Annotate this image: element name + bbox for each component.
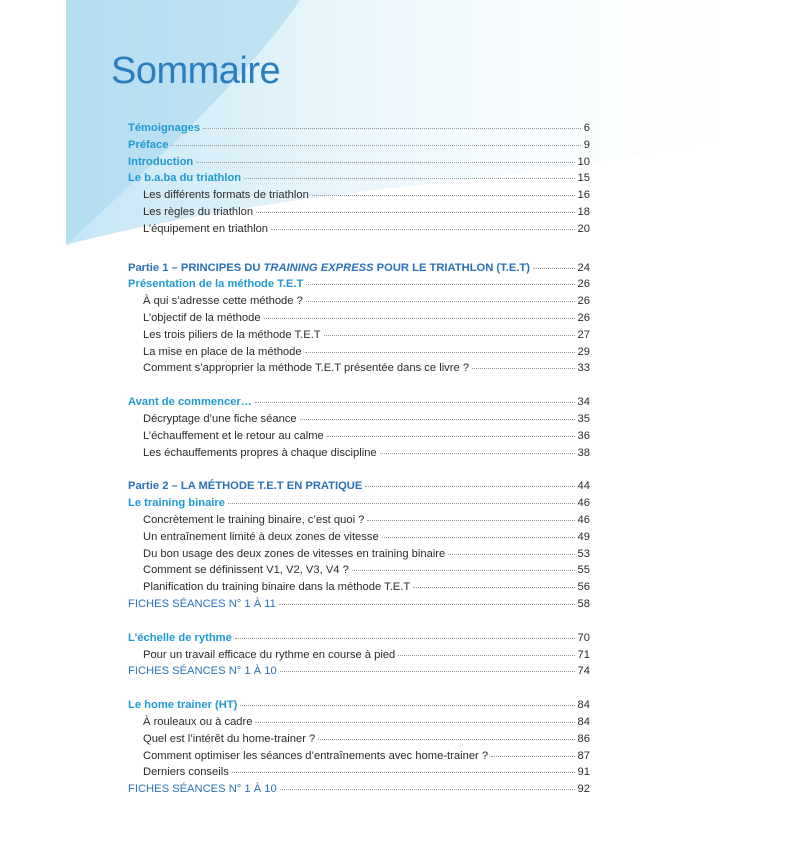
toc-entry-label: Un entraînement limité à deux zones de vitesse — [143, 530, 379, 543]
toc-page-number: 6 — [583, 122, 590, 134]
toc-entry[interactable] — [128, 497, 590, 514]
dot-leader — [300, 418, 575, 420]
toc-page-number: 70 — [577, 631, 590, 644]
toc-page-number: 71 — [577, 648, 590, 661]
toc-page-number: 92 — [577, 783, 590, 796]
toc-entry-label: Derniers conseils — [143, 766, 229, 779]
toc-entry-label: Comment optimiser les séances d’entraînements avec home-trainer ? — [143, 749, 489, 762]
toc-entry[interactable] — [128, 733, 590, 750]
toc-entry[interactable] — [128, 514, 590, 531]
dot-leader — [228, 502, 575, 504]
toc-entry[interactable] — [128, 156, 590, 173]
toc-entry[interactable] — [128, 531, 590, 548]
toc-entry-label: Décryptage d’une fiche séance — [143, 412, 297, 425]
toc-entry[interactable] — [128, 548, 590, 565]
toc-page-number: 10 — [577, 155, 590, 168]
toc-entry[interactable] — [128, 362, 590, 379]
toc-page-number: 55 — [577, 564, 590, 577]
dot-leader — [203, 127, 581, 129]
toc-entry[interactable] — [128, 716, 590, 733]
dot-leader — [382, 536, 575, 538]
toc-page-number: 26 — [577, 311, 590, 324]
toc-entry-label — [128, 262, 530, 274]
section-spacer — [128, 682, 590, 699]
toc-label-part: Partie 1 – PRINCIPES DU — [128, 261, 264, 274]
toc-page-number: 16 — [577, 189, 590, 202]
toc-entry-label: Comment se définissent V1, V2, V3, V4 ? — [143, 564, 349, 577]
toc-entry-label: À qui s’adresse cette méthode ? — [143, 295, 303, 308]
toc-entry-label: Les échauffements propres à chaque discipline — [143, 446, 377, 459]
section-spacer — [128, 379, 590, 396]
toc-page-number: 74 — [577, 665, 590, 678]
toc-page-number: 46 — [577, 497, 590, 510]
toc-entry[interactable] — [128, 262, 590, 279]
toc-entry-label: Le home trainer (HT) — [128, 699, 238, 712]
toc-page-number: 27 — [577, 328, 590, 341]
dot-leader — [352, 569, 575, 571]
toc-entry[interactable] — [128, 649, 590, 666]
toc-page-number: 44 — [577, 480, 590, 493]
toc-entry[interactable] — [128, 598, 590, 615]
dot-leader — [365, 485, 574, 487]
toc-entry-label: Comment s’approprier la méthode T.E.T présentée dans ce livre ? — [143, 362, 470, 375]
dot-leader — [327, 435, 575, 437]
toc-entry[interactable] — [128, 329, 590, 346]
dot-leader — [472, 367, 574, 369]
dot-leader — [240, 704, 574, 706]
dot-leader — [255, 721, 574, 723]
toc-entry-label: À rouleaux ou à cadre — [143, 715, 253, 728]
dot-leader — [280, 788, 575, 790]
toc-entry[interactable] — [128, 278, 590, 295]
page-title: Sommaire — [111, 50, 281, 92]
toc-entry-label: Le training binaire — [128, 497, 225, 510]
dot-leader — [279, 603, 575, 605]
dot-leader — [398, 654, 574, 656]
dot-leader — [306, 300, 575, 302]
toc-entry[interactable] — [128, 750, 590, 767]
toc-page-number: 20 — [577, 222, 590, 235]
toc-label-part: POUR LE TRIATHLON (T.E.T) — [373, 261, 530, 274]
dot-leader — [235, 637, 575, 639]
toc-entry[interactable] — [128, 189, 590, 206]
table-of-contents — [128, 122, 590, 800]
dot-leader — [324, 334, 575, 336]
toc-page-number: 84 — [577, 715, 590, 728]
dot-leader — [256, 211, 574, 213]
toc-entry[interactable] — [128, 223, 590, 240]
toc-page-number: 26 — [577, 278, 590, 291]
toc-entry-label: Les différents formats de triathlon — [143, 189, 309, 202]
toc-entry[interactable] — [128, 766, 590, 783]
toc-entry-label: Introduction — [128, 155, 194, 168]
dot-leader — [271, 228, 575, 230]
dot-leader — [305, 351, 575, 353]
toc-entry[interactable] — [128, 295, 590, 312]
toc-label-italic: TRAINING EXPRESS — [263, 261, 374, 274]
toc-entry[interactable] — [128, 699, 590, 716]
toc-page-number: 24 — [577, 261, 590, 274]
toc-page-number: 91 — [577, 766, 590, 779]
toc-page-number: 46 — [577, 513, 590, 526]
toc-entry[interactable] — [128, 564, 590, 581]
dot-leader — [280, 670, 575, 672]
toc-entry-label: Pour un travail efficace du rythme en course à pied — [143, 648, 396, 661]
toc-entry[interactable] — [128, 430, 590, 447]
toc-page-number: 58 — [577, 597, 590, 610]
dot-leader — [533, 267, 575, 269]
toc-entry-label: L’objectif de la méthode — [143, 311, 261, 324]
toc-entry-label: Les trois piliers de la méthode T.E.T — [143, 328, 321, 341]
toc-entry[interactable] — [128, 783, 590, 800]
dot-leader — [312, 194, 575, 196]
dot-leader — [491, 755, 574, 757]
toc-entry[interactable] — [128, 665, 590, 682]
toc-page-number: 38 — [577, 446, 590, 459]
toc-entry-label: Partie 2 – LA MÉTHODE T.E.T EN PRATIQUE — [128, 480, 363, 493]
toc-entry[interactable] — [128, 413, 590, 430]
toc-entry[interactable] — [128, 346, 590, 363]
toc-entry-label: Du bon usage des deux zones de vitesses en training binaire — [143, 547, 446, 560]
toc-entry-label: Présentation de la méthode T.E.T — [128, 278, 304, 291]
toc-page-number: 86 — [577, 732, 590, 745]
toc-entry-label: La mise en place de la méthode — [143, 345, 302, 358]
toc-entry-label: L’échelle de rythme — [128, 631, 232, 644]
toc-page-number: 34 — [577, 396, 590, 409]
toc-entry-label: L’échauffement et le retour au calme — [143, 429, 324, 442]
toc-page-number: 87 — [577, 749, 590, 762]
toc-page-number: 9 — [583, 138, 590, 151]
dot-leader — [413, 586, 574, 588]
toc-entry-label: Avant de commencer… — [128, 396, 252, 409]
toc-entry[interactable] — [128, 312, 590, 329]
toc-page-number: 84 — [577, 699, 590, 712]
toc-entry-label: Témoignages — [128, 122, 201, 134]
toc-page-number: 29 — [577, 345, 590, 358]
toc-page-number: 15 — [577, 172, 590, 185]
section-spacer — [128, 463, 590, 480]
toc-page-number: 18 — [577, 205, 590, 218]
section-spacer — [128, 615, 590, 632]
toc-page-number: 53 — [577, 547, 590, 560]
dot-leader — [264, 317, 575, 319]
toc-page-number: 35 — [577, 412, 590, 425]
toc-entry-label: Quel est l’intérêt du home-trainer ? — [143, 732, 316, 745]
toc-entry-label: FICHES SÉANCES N° 1 À 11 — [128, 597, 276, 610]
toc-entry-label: Concrètement le training binaire, c’est quoi ? — [143, 513, 365, 526]
toc-entry-label: Le b.a.ba du triathlon — [128, 172, 242, 185]
toc-entry[interactable] — [128, 632, 590, 649]
toc-entry[interactable] — [128, 172, 590, 189]
toc-entry[interactable] — [128, 447, 590, 464]
dot-leader — [318, 738, 574, 740]
dot-leader — [448, 553, 574, 555]
dot-leader — [306, 283, 574, 285]
toc-entry[interactable] — [128, 581, 590, 598]
toc-entry-label: Planification du training binaire dans la méthode T.E.T — [143, 581, 411, 594]
dot-leader — [244, 177, 574, 179]
section-spacer — [128, 240, 590, 262]
toc-entry-label: L’équipement en triathlon — [143, 222, 269, 235]
toc-entry[interactable] — [128, 122, 590, 139]
toc-page-number: 56 — [577, 581, 590, 594]
toc-entry-label: Les règles du triathlon — [143, 205, 254, 218]
toc-page-number: 33 — [577, 362, 590, 375]
dot-leader — [380, 452, 575, 454]
dot-leader — [367, 519, 574, 521]
toc-entry-label: FICHES SÉANCES N° 1 À 10 — [128, 665, 277, 678]
toc-entry[interactable] — [128, 206, 590, 223]
toc-entry-label: FICHES SÉANCES N° 1 À 10 — [128, 783, 277, 796]
dot-leader — [171, 144, 580, 146]
toc-entry[interactable] — [128, 139, 590, 156]
toc-page-number: 49 — [577, 530, 590, 543]
dot-leader — [232, 771, 575, 773]
dot-leader — [196, 161, 574, 163]
toc-page-number: 26 — [577, 295, 590, 308]
toc-entry-label: Préface — [128, 138, 169, 151]
toc-page-number: 36 — [577, 429, 590, 442]
toc-entry[interactable] — [128, 396, 590, 413]
dot-leader — [255, 401, 575, 403]
toc-entry[interactable] — [128, 480, 590, 497]
